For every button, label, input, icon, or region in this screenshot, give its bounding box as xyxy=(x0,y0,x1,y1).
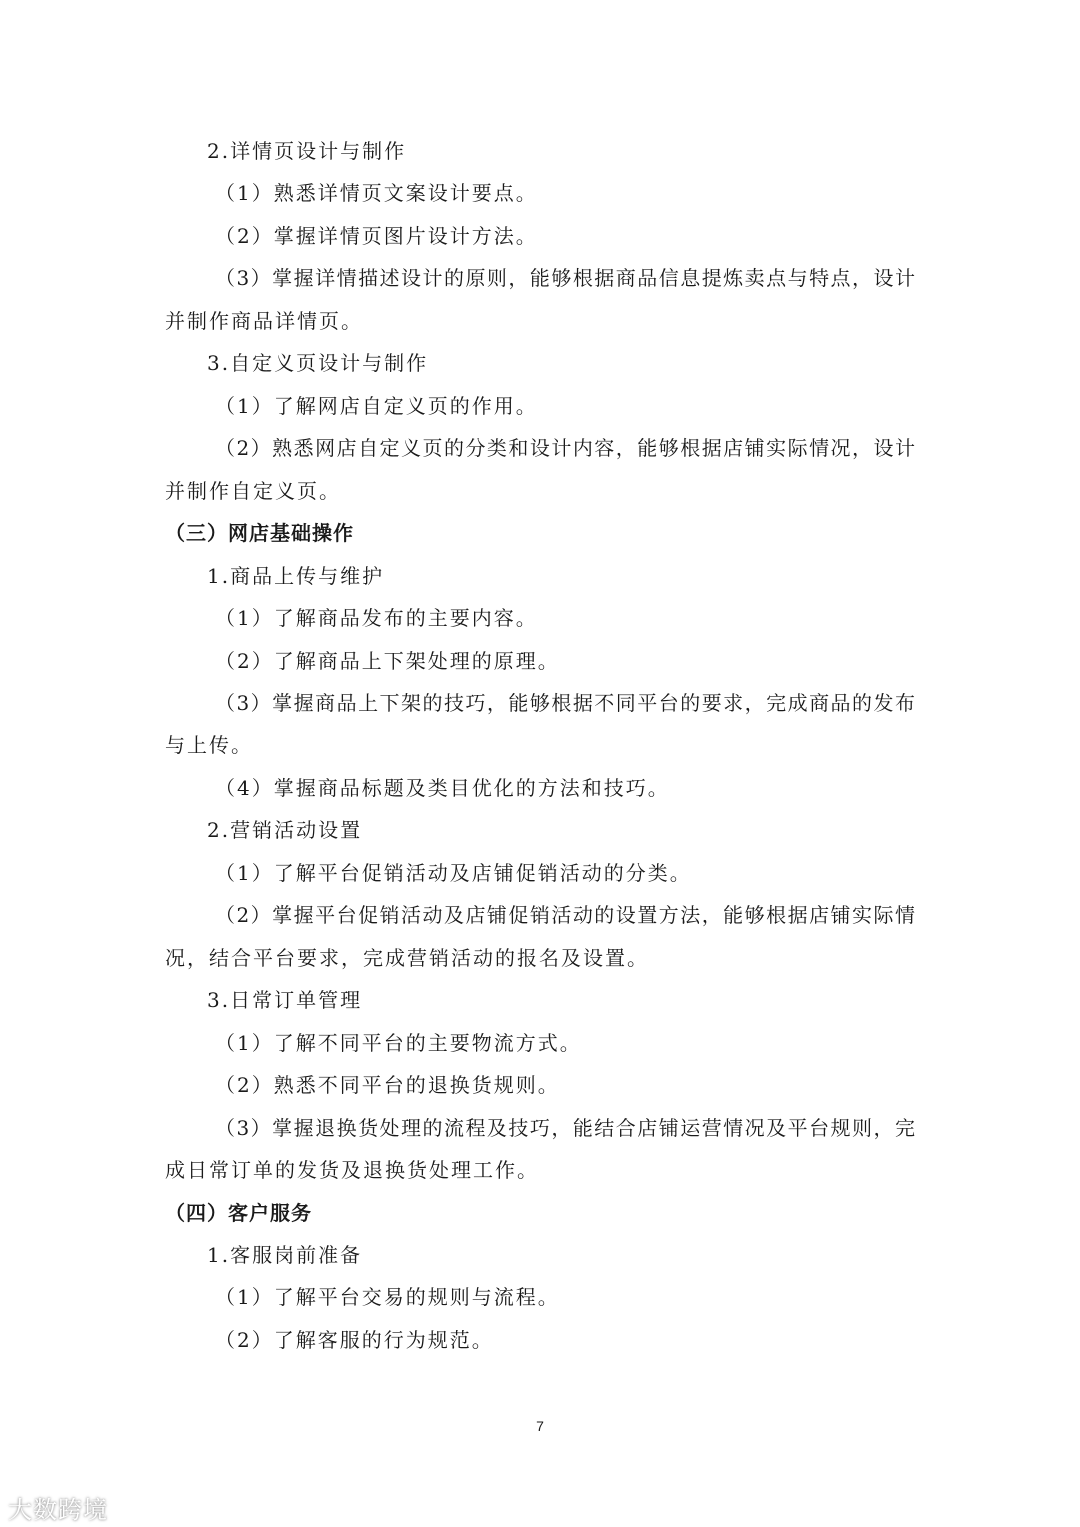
paragraph-line: （3）掌握退换货处理的流程及技巧，能结合店铺运营情况及平台规则，完 xyxy=(215,1115,915,1140)
paragraph-line: （1）了解平台交易的规则与流程。 xyxy=(215,1285,560,1310)
paragraph-line: （2）熟悉不同平台的退换货规则。 xyxy=(215,1073,560,1098)
paragraph-line: （1）了解网店自定义页的作用。 xyxy=(215,393,538,418)
paragraph-line: 成日常订单的发货及退换货处理工作。 xyxy=(165,1158,539,1183)
paragraph-line: 与上传。 xyxy=(165,733,253,758)
subsection-heading: 2.营销活动设置 xyxy=(207,818,363,843)
paragraph-line: 况，结合平台要求，完成营销活动的报名及设置。 xyxy=(165,945,649,970)
subsection-heading: 2.详情页设计与制作 xyxy=(207,139,407,163)
section-heading: （三）网店基础操作 xyxy=(165,521,354,546)
paragraph-line: （2）掌握平台促销活动及店铺促销活动的设置方法，能够根据店铺实际情 xyxy=(215,903,915,928)
watermark-logo: 大数跨境 xyxy=(8,1496,108,1524)
paragraph-line: （1）熟悉详情页文案设计要点。 xyxy=(215,181,538,206)
subsection-heading: 1.客服岗前准备 xyxy=(207,1242,363,1267)
paragraph-line: （2）了解客服的行为规范。 xyxy=(215,1327,494,1352)
paragraph-line: （4）掌握商品标题及类目优化的方法和技巧。 xyxy=(215,775,670,800)
paragraph-line: （1）了解商品发布的主要内容。 xyxy=(215,606,538,631)
paragraph-line: （1）了解不同平台的主要物流方式。 xyxy=(215,1030,582,1055)
subsection-heading: 3.自定义页设计与制作 xyxy=(207,351,429,376)
paragraph-line: （2）掌握详情页图片设计方法。 xyxy=(215,223,538,248)
paragraph-line: （3）掌握商品上下架的技巧，能够根据不同平台的要求，完成商品的发布 xyxy=(215,690,915,715)
page-number: 7 xyxy=(536,1418,544,1434)
paragraph-line: （2）了解商品上下架处理的原理。 xyxy=(215,648,560,673)
paragraph-line: （3）掌握详情描述设计的原则，能够根据商品信息提炼卖点与特点，设计 xyxy=(215,266,915,291)
paragraph-line: （1）了解平台促销活动及店铺促销活动的分类。 xyxy=(215,860,692,885)
section-heading: （四）客户服务 xyxy=(165,1200,312,1225)
paragraph-line: 并制作商品详情页。 xyxy=(165,308,363,333)
paragraph-line: （2）熟悉网店自定义页的分类和设计内容，能够根据店铺实际情况，设计 xyxy=(215,436,915,461)
subsection-heading: 1.商品上传与维护 xyxy=(207,563,385,588)
subsection-heading: 3.日常订单管理 xyxy=(207,988,363,1013)
paragraph-line: 并制作自定义页。 xyxy=(165,478,341,503)
